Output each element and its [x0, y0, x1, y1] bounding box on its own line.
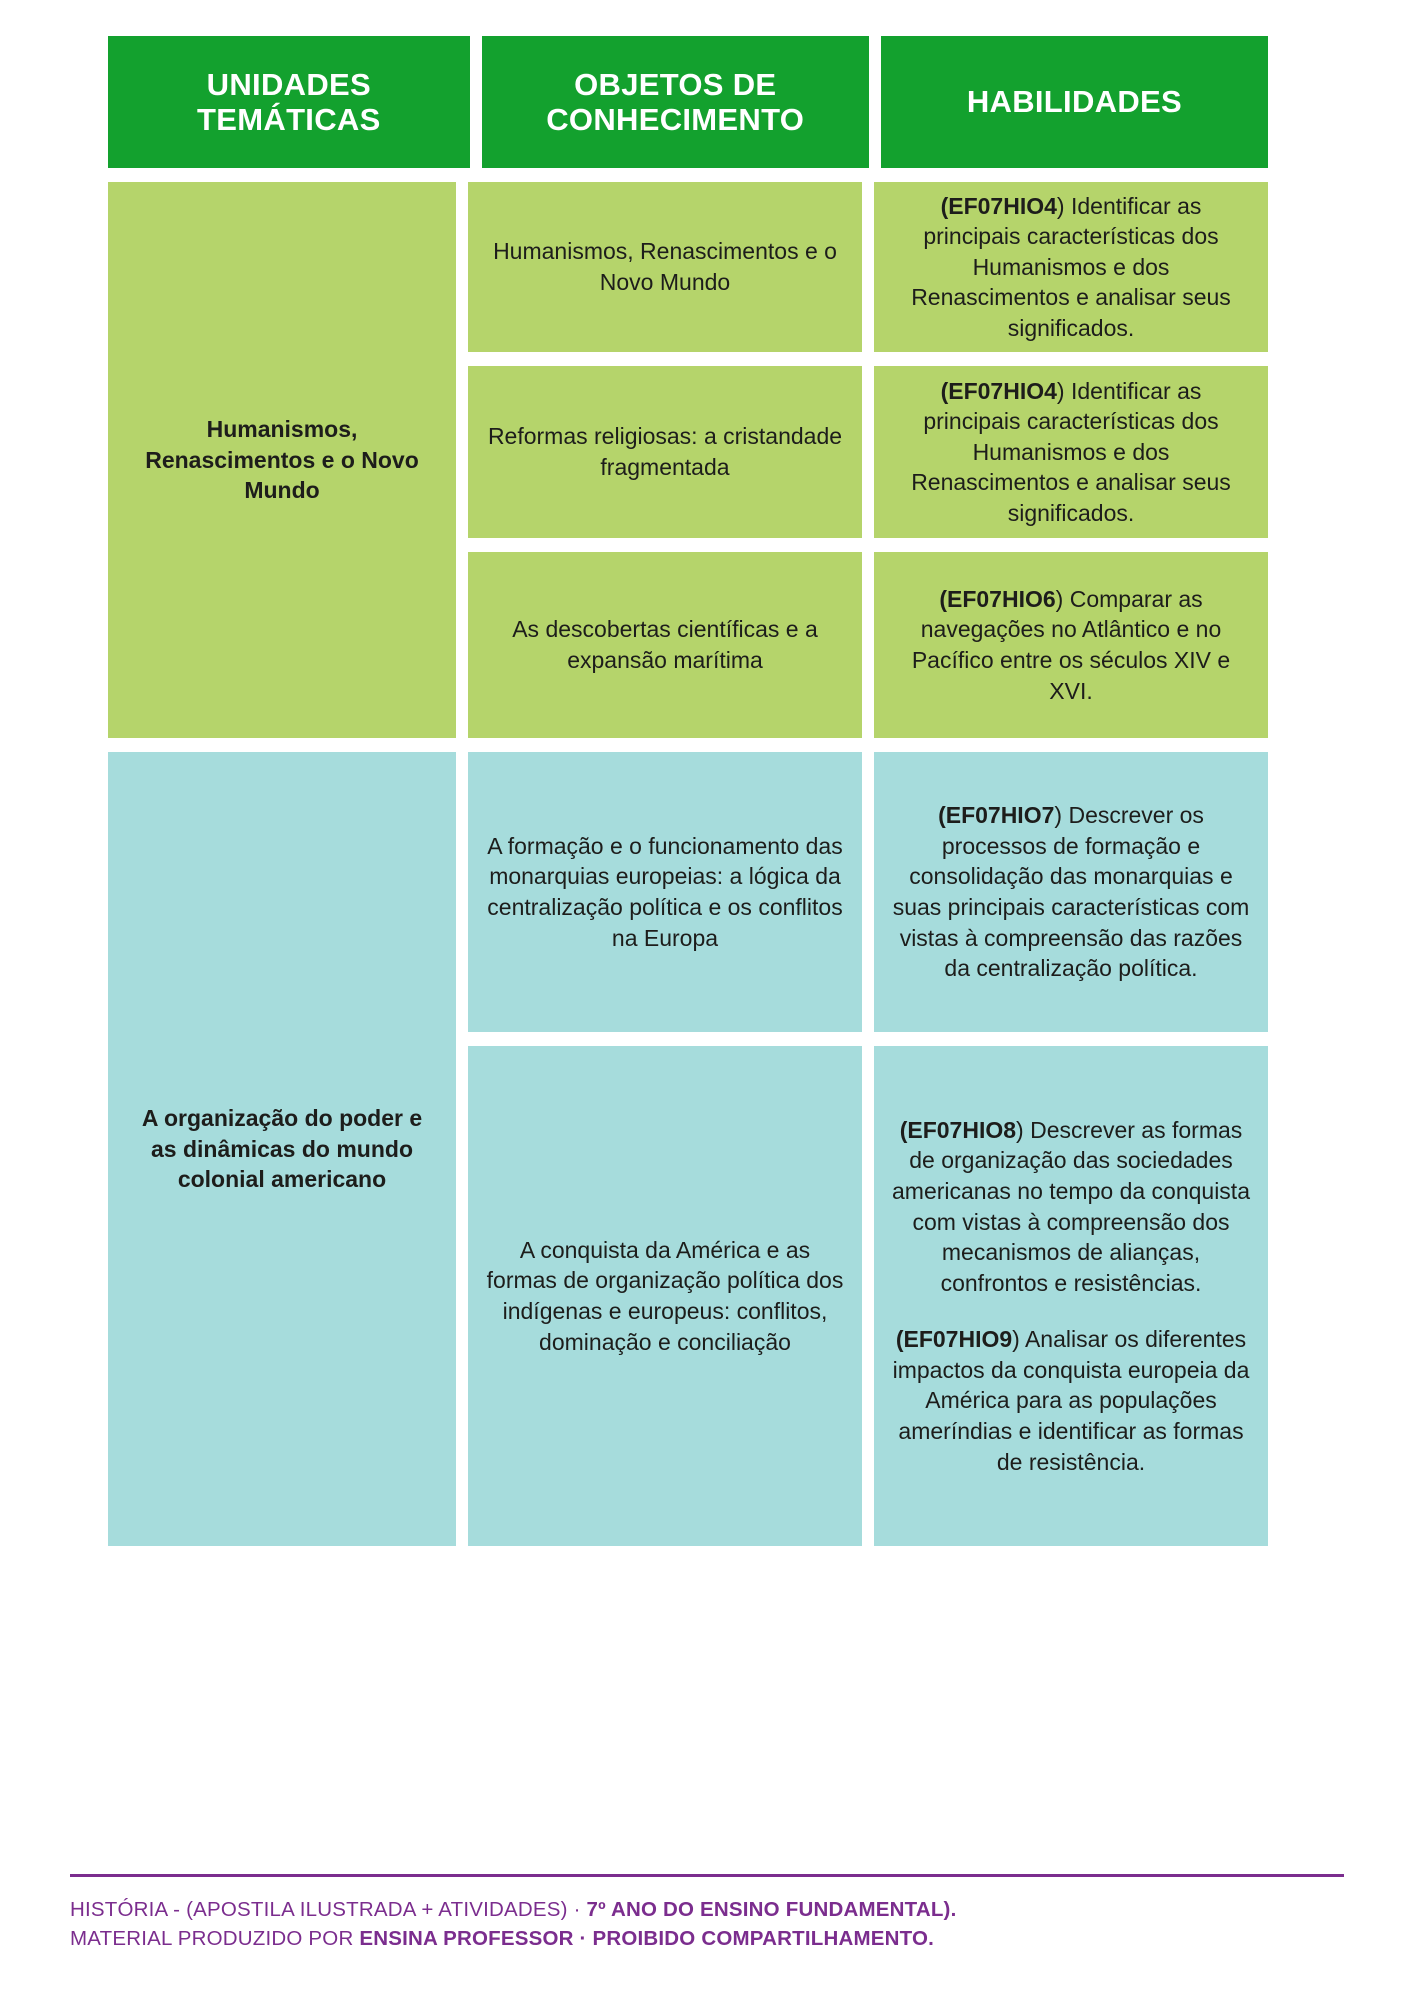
habilidade-cell	[874, 1046, 1268, 1546]
unit-cell: A organização do poder e as dinâmicas do mundo colonial americano	[108, 752, 456, 1546]
skill-code: (EF07HIO8	[899, 1116, 1017, 1143]
page-footer	[70, 1874, 1344, 1954]
skill-code: (EF07HIO9	[895, 1326, 1013, 1353]
skill-code-close: )	[1016, 1116, 1024, 1143]
table-block-organizacao-poder	[108, 752, 1268, 1546]
header-unidades-tematicas: UNIDADES TEMÁTICAS	[108, 36, 470, 168]
skill-code-close: )	[1056, 377, 1065, 404]
skill-text: Comparar as navegações no Atlântico e no Pacífico entre os séculos XIV e XVI.	[911, 585, 1231, 704]
table-block-humanismos	[108, 182, 1268, 738]
footer-line-2-strong: ENSINA PROFESSOR · PROIBIDO COMPARTILHAMENTO.	[359, 1927, 935, 1951]
habilidade-cell	[874, 366, 1268, 538]
objeto-cell: Reformas religiosas: a cristandade fragmentada	[468, 366, 862, 538]
bncc-table	[108, 36, 1268, 1560]
habilidade-cell	[874, 552, 1268, 738]
skill-code-close: )	[1012, 1326, 1020, 1353]
table-row	[468, 552, 1268, 738]
skill-text: Identificar as principais características dos Humanismos e dos Renascimentos e analisar seus significados.	[911, 377, 1231, 526]
skill-code: (EF07HIO4	[940, 192, 1057, 219]
skill-text: Descrever as formas de organização das sociedades americanas no tempo da conquista com vistas à compreensão dos mecanismos de alianças, confrontos e resistências.	[892, 1116, 1250, 1296]
skill-code: (EF07HIO7	[938, 802, 1055, 829]
skill-text: Analisar os diferentes impactos da conquista europeia da América para as populações ameríndias e identificar as formas de resistência.	[892, 1326, 1250, 1475]
footer-line-1-strong: 7º ANO DO ENSINO FUNDAMENTAL).	[586, 1897, 957, 1921]
habilidade-cell	[874, 182, 1268, 352]
skill-code: (EF07HIO6	[939, 585, 1056, 612]
table-row	[468, 752, 1268, 1032]
skill-text: Descrever os processos de formação e consolidação das monarquias e suas principais características com vistas à compreensão das razões da centralização política.	[892, 802, 1250, 982]
table-header-row	[108, 36, 1268, 168]
unit-cell: Humanismos, Renascimentos e o Novo Mundo	[108, 182, 456, 738]
header-habilidades: HABILIDADES	[881, 36, 1268, 168]
footer-line-2-prefix: MATERIAL PRODUZIDO POR	[70, 1927, 360, 1951]
skill-code-close: )	[1056, 192, 1065, 219]
skill-code: (EF07HIO4	[940, 377, 1057, 404]
footer-line-2	[70, 1924, 1344, 1954]
footer-divider	[70, 1874, 1344, 1877]
table-row	[468, 366, 1268, 538]
rows-column	[468, 752, 1268, 1546]
skill-code-close: )	[1054, 802, 1063, 829]
objeto-cell: A conquista da América e as formas de organização política dos indígenas e europeus: conflitos, dominação e conciliação	[468, 1046, 862, 1546]
footer-line-1-prefix: HISTÓRIA - (APOSTILA ILUSTRADA + ATIVIDADES) ·	[70, 1897, 587, 1921]
rows-column	[468, 182, 1268, 738]
objeto-cell: A formação e o funcionamento das monarquias europeias: a lógica da centralização política e os conflitos na Europa	[468, 752, 862, 1032]
habilidade-cell	[874, 752, 1268, 1032]
skill-text: Identificar as principais características dos Humanismos e dos Renascimentos e analisar seus significados.	[911, 192, 1231, 341]
footer-line-1	[70, 1895, 1344, 1925]
table-row	[468, 1046, 1268, 1546]
objeto-cell: As descobertas científicas e a expansão marítima	[468, 552, 862, 738]
header-objetos-de-conhecimento: OBJETOS DE CONHECIMENTO	[482, 36, 869, 168]
skill-code-close: )	[1055, 585, 1064, 612]
table-row	[468, 182, 1268, 352]
objeto-cell: Humanismos, Renascimentos e o Novo Mundo	[468, 182, 862, 352]
